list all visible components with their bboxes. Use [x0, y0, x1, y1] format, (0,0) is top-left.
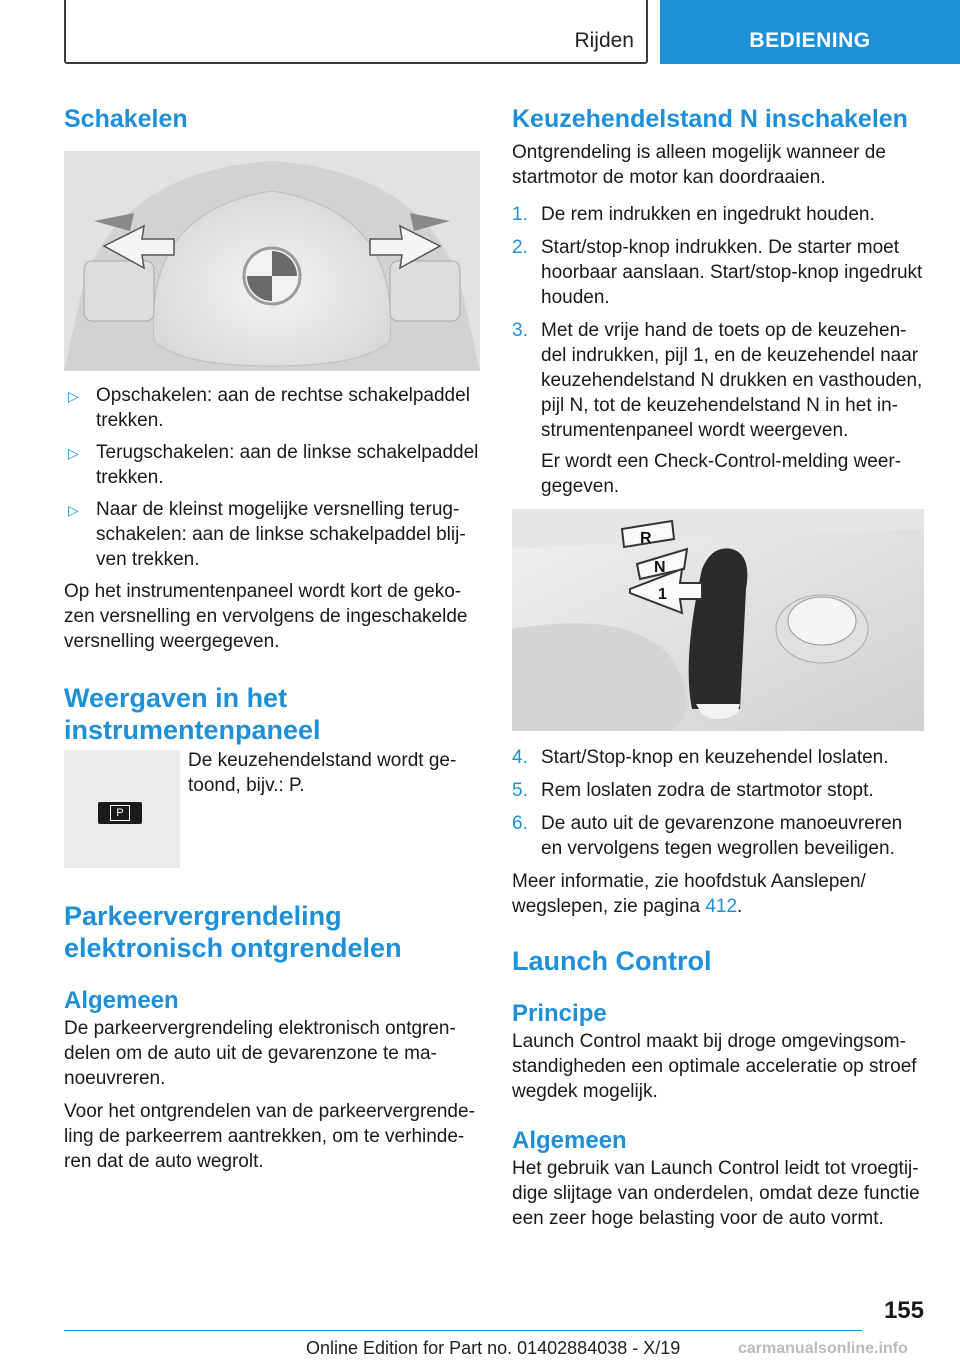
parkeer-heading: Parkeervergrendeling elektronisch ontgrendelen	[64, 901, 402, 963]
list-item: ▷ Opschakelen: aan de rechtse schakelpaddel trekken.	[68, 385, 470, 431]
list-item: 1. De rem indrukken en ingedrukt houden.	[512, 204, 875, 225]
list-item: 4. Start/Stop-knop en keuzehendel loslaten.	[512, 747, 889, 768]
parkeer-p1: De parkeervergrendeling elektronisch ontgren-delen om de auto uit de gevarenzone te ma-noeuvreren.	[64, 1018, 456, 1089]
steering-wheel-image	[64, 151, 480, 371]
page-number: 155	[883, 1297, 924, 1324]
header-chapter-tab[interactable]: BEDIENING	[660, 0, 960, 64]
header-section-title: Rijden	[574, 29, 634, 52]
right-column	[512, 100, 924, 1231]
principe-heading: Principe	[512, 1000, 607, 1027]
left-column	[64, 100, 482, 1174]
principe-text: Launch Control maakt bij droge omgevingsom-standigheden een optimale acceleratie op stroef wegdek mogelijk.	[512, 1031, 917, 1102]
step-number: 4.	[512, 747, 528, 768]
step-number: 5.	[512, 780, 528, 801]
label-n: N	[654, 559, 666, 576]
parkeer-p2: Voor het ontgrendelen van de parkeervergrende-ling de parkeerrem aantrekken, om te verhinde-ren dat de auto wegrolt.	[64, 1101, 475, 1172]
keuze-steps	[512, 202, 924, 499]
keuze-intro: Ontgrendeling is alleen mogelijk wanneer de startmotor de motor kan doordraaien.	[512, 142, 886, 188]
gear-indicator-label: P	[110, 805, 130, 821]
step-number: 2.	[512, 237, 528, 258]
step-note: Er wordt een Check-Control-melding weer-gegeven.	[541, 451, 902, 497]
schakelen-paragraph: Op het instrumentenpaneel wordt kort de geko-zen versnelling en vervolgens de ingeschakelde versnelling weergegeven.	[64, 581, 468, 652]
list-item: 3. Met de vrije hand de toets op de keuzehen-del indrukken, pijl 1, en de keuzehendel naar keuzehendelstand N drukken en vasthouden, pijl N, tot de keuzehendelstand N in het in-strumentenpaneel wordt weergeven. Er wordt een Check-Control-melding weer-gegeven.	[512, 320, 923, 497]
step-number: 6.	[512, 813, 528, 834]
footer-edition: Online Edition for Part no. 01402884038 - X/19	[306, 1338, 681, 1358]
watermark: carmanualsonline.info	[738, 1340, 908, 1357]
launch-heading: Launch Control	[512, 946, 712, 976]
page-link[interactable]: 412	[705, 896, 738, 917]
step-number: 3.	[512, 320, 528, 341]
gear-indicator-icon	[98, 802, 142, 824]
list-item: ▷ Terugschakelen: aan de linkse schakelpaddel trekken.	[68, 442, 479, 488]
weergaven-heading: Weergaven in het instrumentenpaneel	[64, 683, 321, 745]
label-1: 1	[658, 586, 667, 603]
triangle-bullet-icon: ▷	[68, 445, 79, 461]
list-item: 2. Start/stop-knop indrukken. De starter moet hoorbaar aanslaan. Start/stop-knop ingedrukt houden.	[512, 237, 923, 308]
list-item: 5. Rem loslaten zodra de startmotor stopt.	[512, 780, 874, 801]
triangle-bullet-icon: ▷	[68, 388, 79, 404]
more-info: Meer informatie, zie hoofdstuk Aanslepen/ wegslepen, zie pagina 412.	[512, 871, 866, 917]
label-r: R	[640, 530, 652, 547]
keuze-steps-continued	[512, 745, 924, 861]
algemeen-text: Het gebruik van Launch Control leidt tot vroegtij-dige slijtage van onderdelen, omdat deze functie een zeer hoge belasting voor de auto vormt.	[512, 1158, 920, 1229]
footer-divider	[64, 1330, 862, 1331]
display-image	[64, 750, 180, 868]
algemeen-heading: Algemeen	[512, 1127, 627, 1154]
schakelen-heading: Schakelen	[64, 105, 188, 133]
list-item: ▷ Naar de kleinst mogelijke versnelling terug-schakelen: aan de linkse schakelpaddel blij-ven trekken.	[68, 499, 466, 570]
step-number: 1.	[512, 204, 528, 225]
weergaven-block	[64, 750, 482, 870]
gear-selector-image	[512, 509, 924, 731]
keuze-heading: Keuzehendelstand N inschakelen	[512, 105, 908, 133]
triangle-bullet-icon: ▷	[68, 502, 79, 518]
list-item: 6. De auto uit de gevarenzone manoeuvreren en vervolgens tegen wegrollen beveiligen.	[512, 813, 903, 859]
header-box	[64, 0, 648, 64]
schakelen-bullets	[64, 383, 482, 572]
weergaven-text: De keuzehendelstand wordt ge-toond, bijv.: P.	[188, 750, 457, 796]
parkeer-subheading: Algemeen	[64, 987, 179, 1014]
